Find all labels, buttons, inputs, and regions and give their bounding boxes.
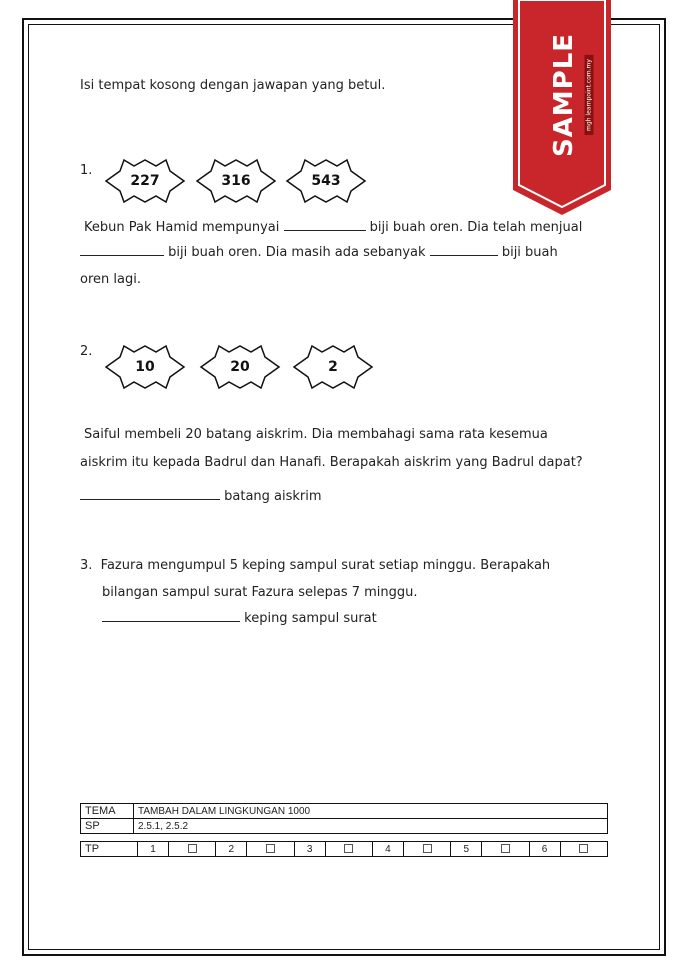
q1-line-2 xyxy=(80,243,558,262)
q1-answer-blank[interactable] xyxy=(430,243,498,256)
q2-badge-value: 10 xyxy=(135,359,155,375)
q1-number: 1. xyxy=(80,163,93,178)
q2-answer-suffix: batang aiskrim xyxy=(224,489,322,504)
q1-answer-blank[interactable] xyxy=(284,218,366,231)
tp-checkbox[interactable] xyxy=(482,842,529,857)
q1-line-3: oren lagi. xyxy=(80,272,141,287)
tp-checkbox[interactable] xyxy=(325,842,372,857)
q2-number: 2. xyxy=(80,344,93,359)
q2-badge-value: 2 xyxy=(328,359,338,375)
sample-watermark-text: SAMPLE xyxy=(549,32,579,158)
sp-label: SP xyxy=(81,819,134,834)
q2-number-badge xyxy=(199,344,281,390)
q1-answer-blank[interactable] xyxy=(80,243,164,256)
tp-row xyxy=(81,842,608,857)
tp-checkbox[interactable] xyxy=(560,842,607,857)
q2-number-badge xyxy=(292,344,374,390)
tp-checkbox[interactable] xyxy=(247,842,294,857)
instruction-text: Isi tempat kosong dengan jawapan yang betul. xyxy=(80,78,386,93)
q1-text: Kebun Pak Hamid mempunyai xyxy=(84,220,280,235)
q3-line-2: bilangan sampul surat Fazura selepas 7 minggu. xyxy=(102,585,418,600)
tp-level: 1 xyxy=(138,842,169,857)
checkbox-icon xyxy=(266,844,275,853)
q3-answer-blank[interactable] xyxy=(102,609,240,622)
tp-level: 4 xyxy=(372,842,403,857)
checkbox-icon xyxy=(579,844,588,853)
q1-text: biji buah oren. Dia telah menjual xyxy=(369,220,583,235)
checkbox-icon xyxy=(423,844,432,853)
tp-checkbox[interactable] xyxy=(169,842,216,857)
q3-text: Fazura mengumpul 5 keping sampul surat setiap minggu. Berapakah xyxy=(100,558,551,573)
q1-number-badge xyxy=(195,158,277,204)
tp-level: 5 xyxy=(451,842,482,857)
tema-label: TEMA xyxy=(81,804,134,819)
q2-answer-blank[interactable] xyxy=(80,487,220,500)
q1-badge-value: 316 xyxy=(221,173,251,189)
q1-number-badge xyxy=(104,158,186,204)
q2-badge-value: 20 xyxy=(230,359,250,375)
q2-line-2: aiskrim itu kepada Badrul dan Hanafi. Berapakah aiskrim yang Badrul dapat? xyxy=(80,455,583,470)
sample-watermark-subtext: mgh learnpoint.com.my xyxy=(585,55,594,135)
sp-value: 2.5.1, 2.5.2 xyxy=(134,819,608,834)
q2-answer-line xyxy=(80,487,322,506)
q1-text: biji buah xyxy=(501,245,558,260)
q3-answer-line xyxy=(102,609,377,628)
tp-table xyxy=(80,841,608,857)
info-table xyxy=(80,803,608,834)
tp-level: 6 xyxy=(529,842,560,857)
q1-line-1 xyxy=(84,218,582,237)
sp-row xyxy=(81,819,608,834)
q3-number: 3. xyxy=(80,558,93,573)
q1-badge-value: 543 xyxy=(311,173,341,189)
checkbox-icon xyxy=(188,844,197,853)
q1-number-badge xyxy=(285,158,367,204)
tp-label: TP xyxy=(81,842,138,857)
q2-line-1: Saiful membeli 20 batang aiskrim. Dia membahagi sama rata kesemua xyxy=(84,427,548,442)
tp-checkbox[interactable] xyxy=(403,842,450,857)
q3-answer-suffix: keping sampul surat xyxy=(244,611,377,626)
q3-line-1 xyxy=(80,557,550,575)
tp-level: 2 xyxy=(216,842,247,857)
tp-level: 3 xyxy=(294,842,325,857)
checkbox-icon xyxy=(344,844,353,853)
tema-value: TAMBAH DALAM LINGKUNGAN 1000 xyxy=(134,804,608,819)
checkbox-icon xyxy=(501,844,510,853)
tema-row xyxy=(81,804,608,819)
q1-text: biji buah oren. Dia masih ada sebanyak xyxy=(168,245,426,260)
q1-badge-value: 227 xyxy=(130,173,160,189)
q2-number-badge xyxy=(104,344,186,390)
